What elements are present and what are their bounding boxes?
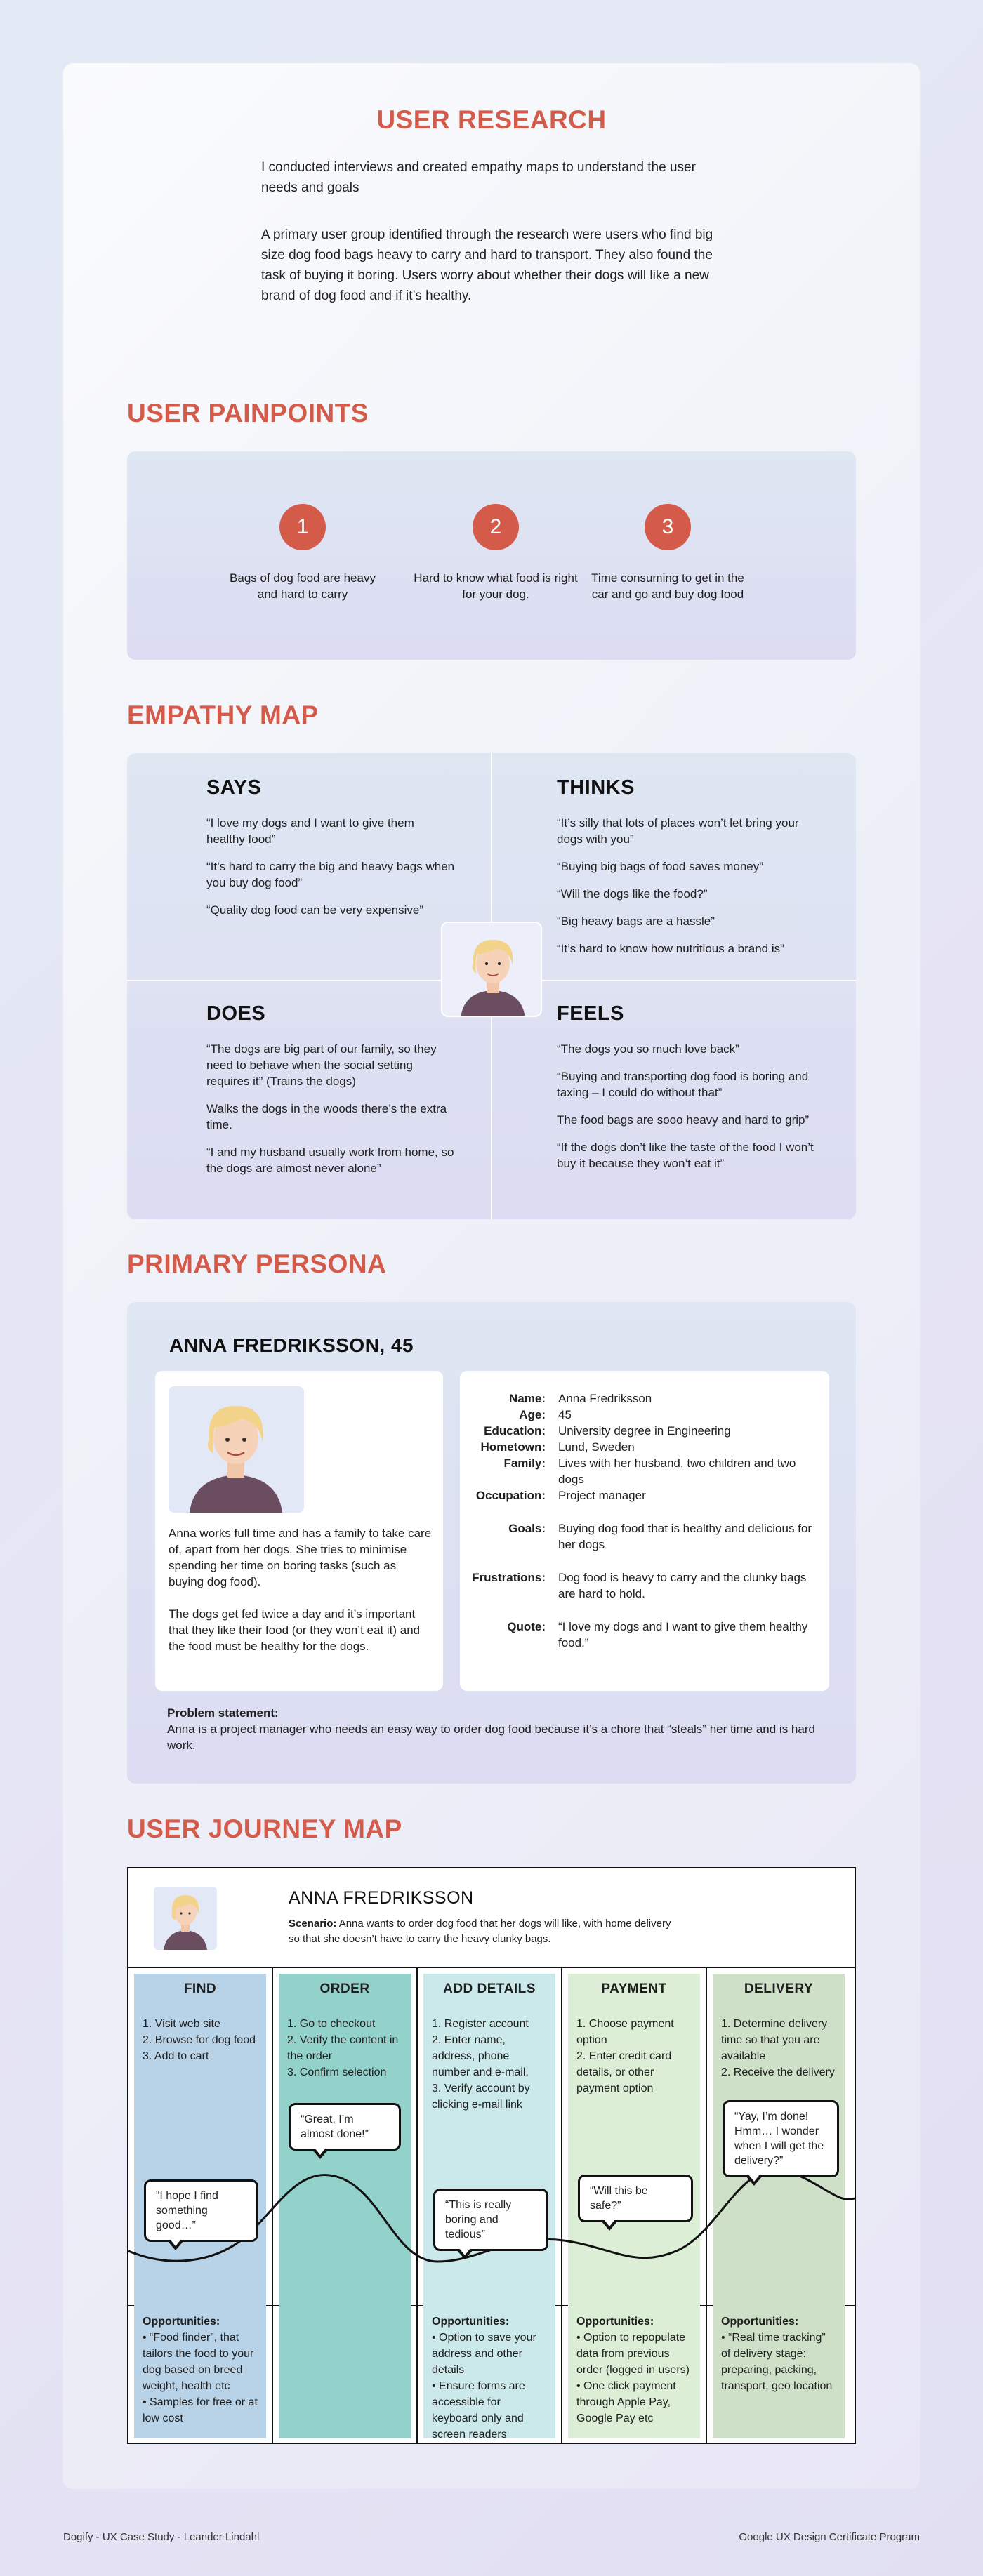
painpoint-2-text: Hard to know what food is right for your dog. (414, 571, 578, 601)
painpoint-3 (591, 504, 745, 602)
opps-label: Opportunities: (721, 2316, 799, 2328)
persona-bio-1: Anna works full time and has a family to take care of, apart from her dogs. She tries to minimise spending her time on boring tasks (such as buying dog food). (169, 1527, 432, 1588)
persona-bio-box (155, 1371, 443, 1691)
empathy-does (206, 1002, 459, 1188)
says-item: “It’s hard to carry the big and heavy bags when you buy dog food” (206, 860, 455, 889)
does-heading: DOES (206, 1002, 266, 1025)
research-title: USER RESEARCH (376, 105, 607, 134)
persona-photo (169, 1386, 304, 1513)
persona-name-heading: ANNA FREDRIKSSON, 45 (169, 1334, 414, 1356)
journey-col-find-head: FIND (183, 1981, 217, 1996)
does-item: Walks the dogs in the woods there’s the extra time. (206, 1102, 447, 1131)
painpoint-1-number: 1 (279, 504, 326, 550)
painpoint-2-number: 2 (473, 504, 519, 550)
painpoint-3-text: Time consuming to get in the car and go and buy dog food (591, 571, 744, 601)
persona-field-frustrations: Frustrations: Dog food is heavy to carry and the clunky bags are hard to hold. (472, 1571, 807, 1600)
journey-col-add-details-steps: 1. Register account 2. Enter name, address, phone number and e-mail. 3. Verify account by clicking e-mail link (432, 2018, 530, 2111)
problem-statement-text: Anna is a project manager who needs an easy way to order dog food because it’s a chore that “steals” her time and is hard work. (167, 1722, 815, 1752)
opps-label: Opportunities: (432, 2316, 510, 2328)
persona-field-age: Age: 45 (519, 1408, 572, 1421)
journey-bubble-find: “I hope I find something good…” (144, 2179, 258, 2242)
empathy-avatar (441, 922, 542, 1017)
journey-bubble-add-details: “This is really boring and tedious” (433, 2189, 548, 2251)
problem-statement-label: Problem statement: (167, 1706, 279, 1720)
says-heading: SAYS (206, 776, 262, 799)
empathy-title: EMPATHY MAP (127, 701, 319, 729)
painpoint-2 (411, 504, 580, 602)
says-item: “I love my dogs and I want to give them healthy food” (206, 816, 414, 846)
empathy-feels (557, 1002, 827, 1183)
opps-text: • “Real time tracking” of delivery stage: preparing, packing, transport, geo location (721, 2332, 833, 2392)
research-paragraph-2: A primary user group identified through the research were users who find big size dog food bags heavy to carry and hard to transport. They also found the task of buying it boring. Users worry about whether their dogs will like a new brand of dog food and if it’s healthy. (261, 227, 713, 303)
opps-text: • Option to save your address and other details • Ensure forms are accessible for keyboard only and screen readers (432, 2332, 536, 2441)
journey-map (127, 1867, 856, 2444)
journey-bubble-order: “Great, I’m almost done!” (289, 2103, 401, 2151)
research-paragraph-1: I conducted interviews and created empathy maps to understand the user needs and goals (261, 160, 696, 195)
painpoints-title: USER PAINPOINTS (127, 399, 369, 427)
journey-col-payment-steps: 1. Choose payment option 2. Enter credit card details, or other payment option (576, 2018, 674, 2094)
opps-text: • “Food finder”, that tailors the food to your dog based on breed weight, health etc • Samples for free or at low cost (143, 2332, 258, 2424)
thinks-heading: THINKS (557, 776, 635, 799)
empathy-panel (127, 753, 856, 1219)
persona-facts-box (460, 1371, 829, 1691)
painpoint-1-text: Bags of dog food are heavy and hard to carry (230, 571, 376, 601)
journey-persona-name: ANNA FREDRIKSSON (289, 1888, 474, 1908)
journey-scenario-text: Anna wants to order dog food that her dogs will like, with home delivery so that she doesn’t have to carry the heavy clunky bags. (289, 1918, 671, 1945)
journey-bubble-delivery: “Yay, I’m done! Hmm… I wonder when I will get the delivery?” (723, 2100, 839, 2177)
opps-text: • Option to repopulate data from previous order (logged in users) • One click payment through Apple Pay, Google Pay etc (576, 2332, 690, 2424)
thinks-item: “Big heavy bags are a hassle” (557, 915, 715, 928)
persona-field-name: Name: Anna Fredriksson (509, 1392, 652, 1405)
journey-col-order-head: ORDER (319, 1981, 370, 1996)
opps-label: Opportunities: (576, 2316, 654, 2328)
feels-item: “The dogs you so much love back” (557, 1042, 739, 1056)
persona-field-hometown: Hometown: Lund, Sweden (480, 1440, 635, 1454)
journey-col-payment-head: PAYMENT (601, 1981, 667, 1996)
persona-field-education: Education: University degree in Engineering (484, 1424, 731, 1438)
feels-item: “If the dogs don’t like the taste of the food I won’t buy it because they won’t eat it” (557, 1141, 814, 1170)
persona-bio-2: The dogs get fed twice a day and it’s important that they like their food (or they won’t eat it) and the food must be healthy for the dogs. (169, 1607, 421, 1653)
persona-title: PRIMARY PERSONA (127, 1249, 387, 1278)
does-item: “I and my husband usually work from home, so the dogs are almost never alone” (206, 1146, 454, 1175)
thinks-item: “Buying big bags of food saves money” (557, 860, 763, 873)
feels-item: The food bags are sooo heavy and hard to grip” (557, 1113, 810, 1127)
journey-scenario-label: Scenario: (289, 1918, 337, 1930)
persona-field-quote: Quote: “I love my dogs and I want to give them healthy food.” (507, 1620, 808, 1649)
journey-col-delivery-head: DELIVERY (744, 1981, 814, 1996)
journey-title: USER JOURNEY MAP (127, 1814, 402, 1843)
painpoint-3-number: 3 (645, 504, 691, 550)
journey-col-find-steps: 1. Visit web site 2. Browse for dog food 3. Add to cart (143, 2018, 256, 2062)
journey-col-order-steps: 1. Go to checkout 2. Verify the content in the order 3. Confirm selection (287, 2018, 399, 2078)
footer-right: Google UX Design Certificate Program (739, 2531, 920, 2543)
thinks-item: “It’s hard to know how nutritious a brand is” (557, 942, 784, 955)
opps-label: Opportunities: (143, 2316, 220, 2328)
persona-panel (127, 1302, 856, 1784)
persona-field-occupation: Occupation: Project manager (475, 1489, 646, 1502)
feels-heading: FEELS (557, 1002, 624, 1025)
thinks-item: “Will the dogs like the food?” (557, 887, 708, 901)
persona-field-family: Family: Lives with her husband, two children and two dogs (503, 1456, 796, 1486)
journey-col-delivery-steps: 1. Determine delivery time so that you are available 2. Receive the delivery (721, 2018, 835, 2078)
persona-field-goals: Goals: Buying dog food that is healthy and delicious for her dogs (508, 1522, 812, 1551)
feels-item: “Buying and transporting dog food is boring and taxing – I could do without that” (557, 1070, 809, 1099)
problem-statement (167, 1705, 820, 1753)
journey-bubble-payment: “Will this be safe?” (578, 2175, 693, 2222)
painpoints-panel (127, 451, 856, 660)
says-item: “Quality dog food can be very expensive” (206, 903, 424, 917)
footer-left: Dogify - UX Case Study - Leander Lindahl (63, 2531, 260, 2543)
empathy-says (206, 776, 456, 929)
does-item: “The dogs are big part of our family, so they need to behave when the social setting requires it” (Trains the dogs) (206, 1042, 437, 1088)
empathy-thinks (557, 776, 824, 968)
painpoint-1 (218, 504, 387, 602)
journey-col-add-details-head: ADD DETAILS (443, 1981, 536, 1996)
thinks-item: “It’s silly that lots of places won’t let bring your dogs with you” (557, 816, 799, 846)
